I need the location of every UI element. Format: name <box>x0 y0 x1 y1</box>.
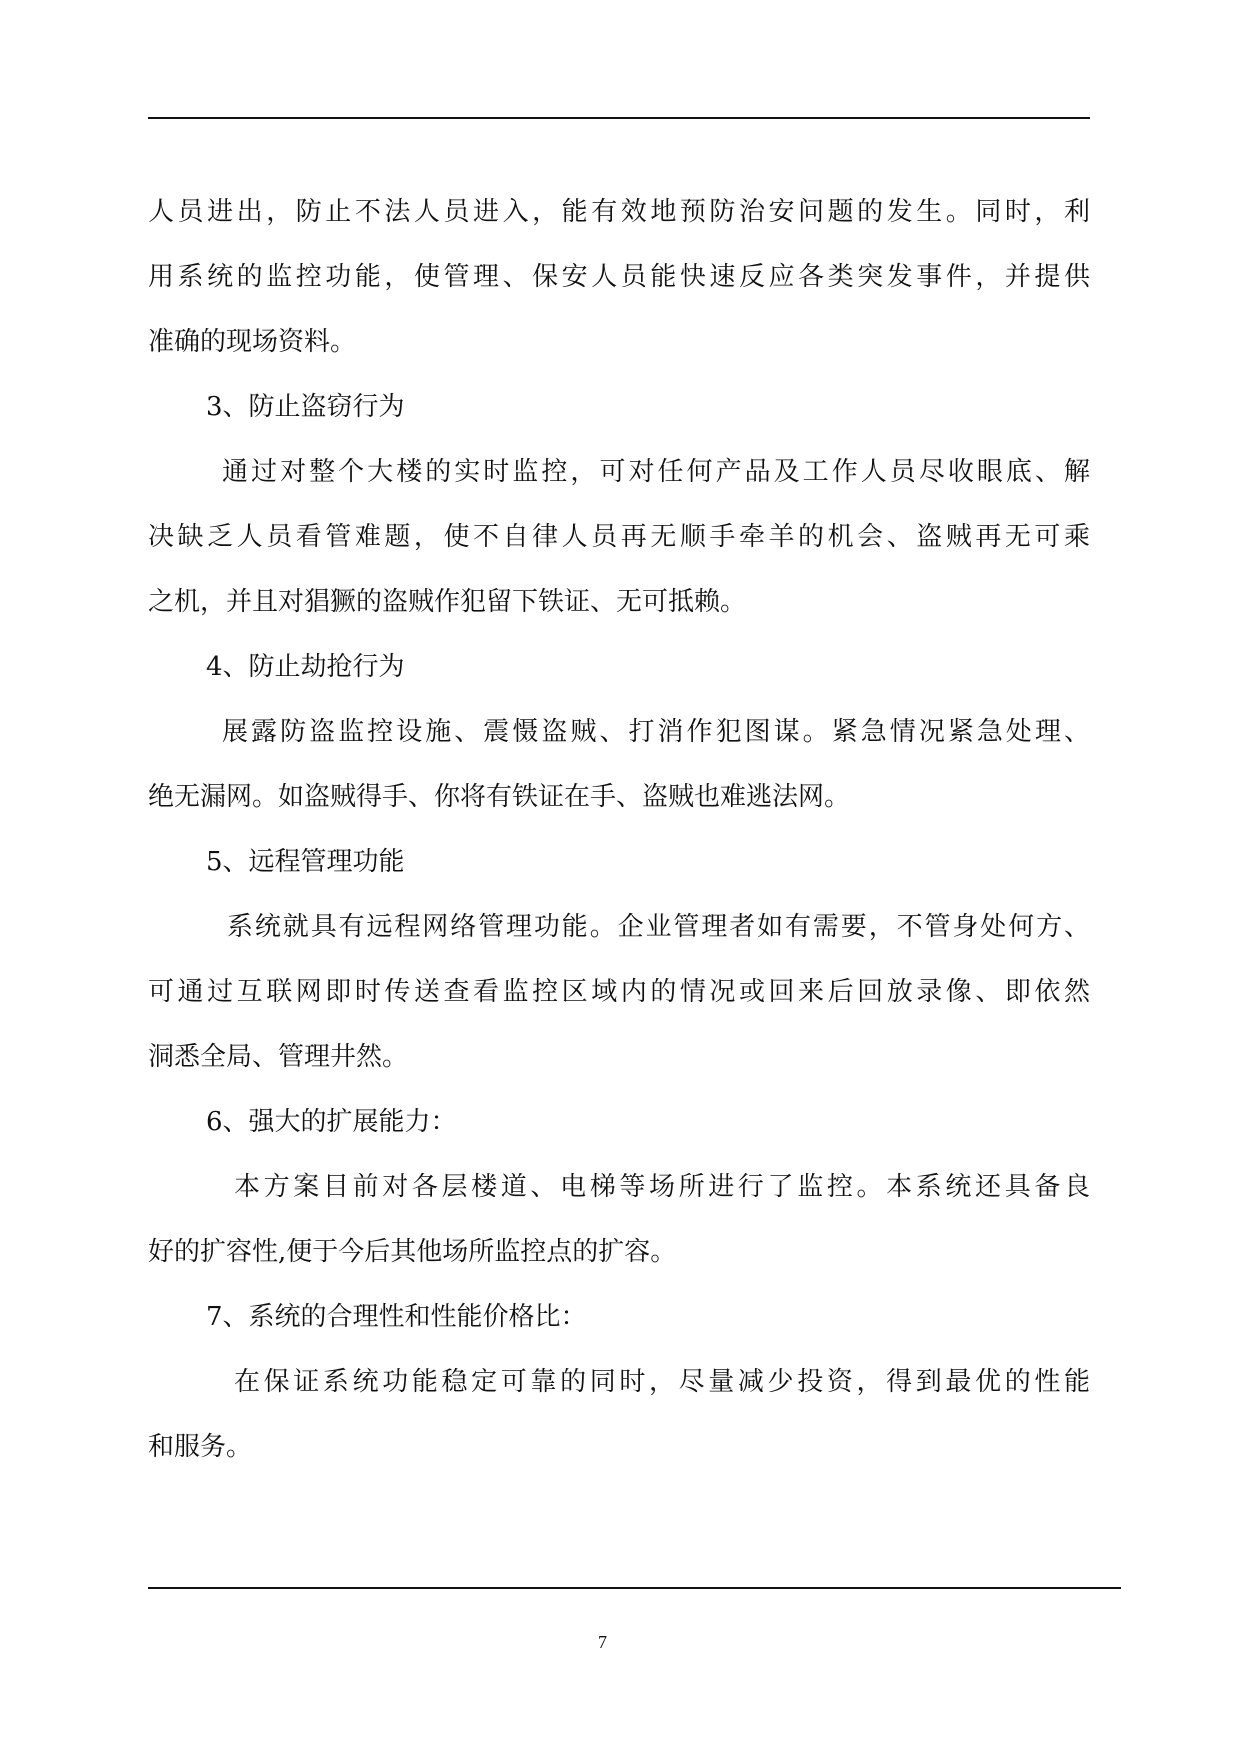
body-line: 绝无漏网。如盗贼得手、你将有铁证在手、盗贼也难逃法网。 <box>148 782 851 812</box>
section-heading: 4、防止劫抢行为 <box>206 652 405 682</box>
body-line: 人员进出，防止不法人员进入，能有效地预防治安问题的发生。同时，利 <box>148 197 1090 227</box>
body-line: 洞悉全局、管理井然。 <box>148 1042 409 1072</box>
footer-rule <box>148 1587 1121 1589</box>
body-line: 展露防盗监控设施、震慑盗贼、打消作犯图谋。紧急情况紧急处理、 <box>222 717 1090 747</box>
page-number: 7 <box>598 1632 607 1652</box>
header-rule <box>148 117 1090 119</box>
body-line: 之机，并且对猖獗的盗贼作犯留下铁证、无可抵赖。 <box>148 587 747 617</box>
body-line: 通过对整个大楼的实时监控，可对任何产品及工作人员尽收眼底、解 <box>222 457 1090 487</box>
section-heading: 3、防止盗窃行为 <box>206 392 405 422</box>
body-line: 决缺乏人员看管难题，使不自律人员再无顺手牵羊的机会、盗贼再无可乘 <box>148 522 1090 552</box>
body-line: 可通过互联网即时传送查看监控区域内的情况或回来后回放录像、即依然 <box>148 977 1090 1007</box>
body-line: 和服务。 <box>148 1432 253 1462</box>
body-line: 系统就具有远程网络管理功能。企业管理者如有需要，不管身处何方、 <box>227 912 1090 942</box>
body-line: 本方案目前对各层楼道、电梯等场所进行了监控。本系统还具备良 <box>234 1172 1090 1202</box>
section-heading: 5、远程管理功能 <box>206 847 405 877</box>
section-heading: 7、系统的合理性和性能价格比： <box>206 1302 587 1332</box>
body-line: 用系统的监控功能，使管理、保安人员能快速反应各类突发事件，并提供 <box>148 262 1090 292</box>
body-line: 准确的现场资料。 <box>148 327 357 357</box>
body-line: 在保证系统功能稳定可靠的同时，尽量减少投资，得到最优的性能 <box>234 1367 1090 1397</box>
section-heading: 6、强大的扩展能力： <box>206 1107 457 1137</box>
body-line: 好的扩容性,便于今后其他场所监控点的扩容。 <box>148 1237 677 1267</box>
